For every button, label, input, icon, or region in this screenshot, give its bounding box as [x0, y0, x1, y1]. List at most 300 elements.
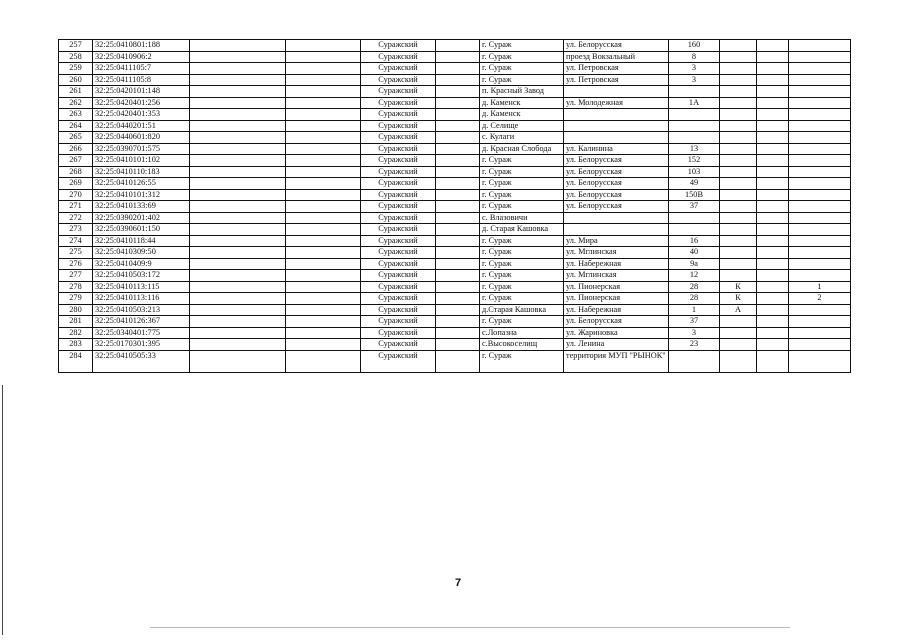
cell-lit: [720, 178, 757, 190]
cell-extra: [789, 178, 851, 190]
cell-street: ул. Белорусская: [564, 40, 669, 52]
cell-num: 281: [59, 316, 93, 328]
cell-extra: [789, 74, 851, 86]
cell-c4: [286, 166, 361, 178]
cell-c6: [436, 97, 480, 109]
cell-locality: г. Сураж: [480, 350, 564, 372]
cell-street: ул. Жариновка: [564, 327, 669, 339]
table-row: [59, 201, 851, 213]
cell-cadastral: 32:25:0420401:256: [93, 97, 190, 109]
cell-extra: [789, 339, 851, 351]
cell-c11: [757, 120, 789, 132]
cell-street: ул. Ленина: [564, 339, 669, 351]
cell-c3: [190, 97, 286, 109]
cell-c3: [190, 350, 286, 372]
cell-c4: [286, 247, 361, 259]
cell-c11: [757, 316, 789, 328]
cell-extra: [789, 327, 851, 339]
cell-num: 279: [59, 293, 93, 305]
cell-num: 277: [59, 270, 93, 282]
cell-num: 265: [59, 132, 93, 144]
cell-num: 274: [59, 235, 93, 247]
cell-district: Суражский: [361, 74, 436, 86]
cell-extra: [789, 120, 851, 132]
table-row: [59, 304, 851, 316]
cell-c4: [286, 201, 361, 213]
cell-c3: [190, 143, 286, 155]
cell-num: 271: [59, 201, 93, 213]
cell-c4: [286, 143, 361, 155]
cell-c6: [436, 132, 480, 144]
cell-c3: [190, 327, 286, 339]
cell-district: Суражский: [361, 120, 436, 132]
cell-street: ул. Белорусская: [564, 316, 669, 328]
cell-house: [669, 212, 720, 224]
cell-num: 269: [59, 178, 93, 190]
cell-district: Суражский: [361, 304, 436, 316]
cell-street: ул. Белорусская: [564, 178, 669, 190]
cell-street: ул. Белорусская: [564, 166, 669, 178]
cell-district: Суражский: [361, 235, 436, 247]
cell-lit: [720, 247, 757, 259]
table-row: [59, 109, 851, 121]
cell-house: 1: [669, 304, 720, 316]
cell-lit: [720, 201, 757, 213]
cell-c11: [757, 212, 789, 224]
table-row: [59, 189, 851, 201]
cell-c6: [436, 86, 480, 98]
cell-cadastral: 32:25:0410113:116: [93, 293, 190, 305]
table-row: [59, 120, 851, 132]
cell-street: проезд Вокзальный: [564, 51, 669, 63]
cell-extra: [789, 201, 851, 213]
cell-c4: [286, 258, 361, 270]
cell-locality: г. Сураж: [480, 235, 564, 247]
cell-street: ул. Петровская: [564, 74, 669, 86]
cell-district: Суражский: [361, 270, 436, 282]
cell-locality: д. Красная Слобода: [480, 143, 564, 155]
cell-lit: [720, 212, 757, 224]
cell-street: [564, 132, 669, 144]
cell-c6: [436, 189, 480, 201]
cell-street: ул. Пионерская: [564, 293, 669, 305]
cell-cadastral: 32:25:0410110:183: [93, 166, 190, 178]
cell-c11: [757, 40, 789, 52]
cell-num: 267: [59, 155, 93, 167]
cell-c4: [286, 74, 361, 86]
cell-c4: [286, 51, 361, 63]
cell-extra: 2: [789, 293, 851, 305]
cell-extra: 1: [789, 281, 851, 293]
cell-c4: [286, 97, 361, 109]
cell-district: Суражский: [361, 109, 436, 121]
cell-cadastral: 32:25:0390701:575: [93, 143, 190, 155]
cell-extra: [789, 109, 851, 121]
cell-lit: [720, 63, 757, 75]
cell-lit: [720, 189, 757, 201]
cell-c6: [436, 201, 480, 213]
cell-district: Суражский: [361, 40, 436, 52]
cell-extra: [789, 247, 851, 259]
cell-locality: д. Старая Кашовка: [480, 224, 564, 236]
cell-lit: [720, 270, 757, 282]
cell-extra: [789, 40, 851, 52]
cell-locality: г. Сураж: [480, 189, 564, 201]
cell-c11: [757, 51, 789, 63]
cell-num: 270: [59, 189, 93, 201]
table-row: [59, 63, 851, 75]
cell-street: ул. Молодежная: [564, 97, 669, 109]
cell-house: 3: [669, 327, 720, 339]
cell-num: 259: [59, 63, 93, 75]
cell-locality: с. Влазовичи: [480, 212, 564, 224]
cell-c4: [286, 178, 361, 190]
cell-c3: [190, 132, 286, 144]
cell-lit: [720, 327, 757, 339]
cell-c6: [436, 109, 480, 121]
cell-num: 258: [59, 51, 93, 63]
cell-c3: [190, 270, 286, 282]
cell-district: Суражский: [361, 258, 436, 270]
cell-house: 3: [669, 74, 720, 86]
cell-c11: [757, 235, 789, 247]
page-number: 7: [455, 577, 462, 589]
cell-c4: [286, 109, 361, 121]
table-row: [59, 132, 851, 144]
table-row: [59, 224, 851, 236]
cell-cadastral: 32:25:0420401:353: [93, 109, 190, 121]
cell-c11: [757, 132, 789, 144]
cell-locality: г. Сураж: [480, 51, 564, 63]
cell-c4: [286, 224, 361, 236]
cell-cadastral: 32:25:0410101:312: [93, 189, 190, 201]
cell-num: 284: [59, 350, 93, 372]
cell-c11: [757, 224, 789, 236]
cell-street: [564, 86, 669, 98]
cell-c6: [436, 74, 480, 86]
cell-house: [669, 132, 720, 144]
cell-district: Суражский: [361, 350, 436, 372]
cell-locality: д. Каменск: [480, 97, 564, 109]
cell-house: 3: [669, 63, 720, 75]
cell-locality: г. Сураж: [480, 247, 564, 259]
cell-c11: [757, 155, 789, 167]
cell-street: ул. Мглинская: [564, 247, 669, 259]
cell-c3: [190, 247, 286, 259]
cell-street: ул. Петровская: [564, 63, 669, 75]
cell-num: 261: [59, 86, 93, 98]
cell-street: [564, 109, 669, 121]
cell-district: Суражский: [361, 224, 436, 236]
cell-extra: [789, 86, 851, 98]
cell-extra: [789, 258, 851, 270]
cell-c4: [286, 189, 361, 201]
cell-district: Суражский: [361, 132, 436, 144]
cell-cadastral: 32:25:0410801:188: [93, 40, 190, 52]
cell-lit: [720, 109, 757, 121]
cell-c3: [190, 224, 286, 236]
cell-c11: [757, 247, 789, 259]
cell-num: 278: [59, 281, 93, 293]
cell-house: 37: [669, 201, 720, 213]
cell-cadastral: 32:25:0410133:69: [93, 201, 190, 213]
table-row: [59, 258, 851, 270]
cell-district: Суражский: [361, 339, 436, 351]
cell-locality: д. Каменск: [480, 109, 564, 121]
cell-locality: г. Сураж: [480, 74, 564, 86]
cell-c4: [286, 40, 361, 52]
cell-district: Суражский: [361, 212, 436, 224]
cell-num: 282: [59, 327, 93, 339]
cell-c3: [190, 235, 286, 247]
table-row: [59, 212, 851, 224]
cell-lit: [720, 155, 757, 167]
cell-num: 276: [59, 258, 93, 270]
cell-extra: [789, 224, 851, 236]
table-row: [59, 339, 851, 351]
cell-locality: г. Сураж: [480, 316, 564, 328]
cell-c3: [190, 178, 286, 190]
cell-lit: [720, 350, 757, 372]
cell-c6: [436, 178, 480, 190]
cell-lit: [720, 166, 757, 178]
cell-district: Суражский: [361, 281, 436, 293]
cell-lit: [720, 97, 757, 109]
cell-house: 1А: [669, 97, 720, 109]
cell-house: 150В: [669, 189, 720, 201]
cell-c11: [757, 281, 789, 293]
cell-c3: [190, 212, 286, 224]
cell-c3: [190, 304, 286, 316]
cell-house: 49: [669, 178, 720, 190]
cell-c4: [286, 281, 361, 293]
cell-district: Суражский: [361, 316, 436, 328]
cell-cadastral: 32:25:0410101:102: [93, 155, 190, 167]
cell-c6: [436, 316, 480, 328]
cell-c3: [190, 120, 286, 132]
cell-house: 13: [669, 143, 720, 155]
cell-district: Суражский: [361, 166, 436, 178]
cell-c11: [757, 327, 789, 339]
cell-c6: [436, 120, 480, 132]
cell-num: 273: [59, 224, 93, 236]
cell-house: 23: [669, 339, 720, 351]
cell-extra: [789, 51, 851, 63]
table-row: [59, 270, 851, 282]
cell-street: ул. Белорусская: [564, 189, 669, 201]
cell-c3: [190, 316, 286, 328]
cell-locality: г. Сураж: [480, 155, 564, 167]
cell-district: Суражский: [361, 178, 436, 190]
cell-c6: [436, 51, 480, 63]
cell-cadastral: 32:25:0410503:213: [93, 304, 190, 316]
cell-lit: [720, 120, 757, 132]
table-row: [59, 40, 851, 52]
cell-c11: [757, 189, 789, 201]
cell-num: 272: [59, 212, 93, 224]
cell-c4: [286, 316, 361, 328]
table-row: [59, 247, 851, 259]
cell-c6: [436, 212, 480, 224]
cell-house: 28: [669, 281, 720, 293]
cell-district: Суражский: [361, 97, 436, 109]
cell-c6: [436, 327, 480, 339]
cell-locality: г. Сураж: [480, 293, 564, 305]
cell-cadastral: 32:25:0410906:2: [93, 51, 190, 63]
cell-c4: [286, 132, 361, 144]
cell-cadastral: 32:25:0170301:395: [93, 339, 190, 351]
cell-num: 268: [59, 166, 93, 178]
cell-locality: д. Селище: [480, 120, 564, 132]
cell-c6: [436, 258, 480, 270]
cell-c3: [190, 293, 286, 305]
cell-c11: [757, 63, 789, 75]
cell-extra: [789, 189, 851, 201]
cell-c3: [190, 155, 286, 167]
registry-table-container: [58, 39, 851, 373]
cell-locality: г. Сураж: [480, 201, 564, 213]
cell-c4: [286, 235, 361, 247]
cell-c11: [757, 339, 789, 351]
cell-house: 152: [669, 155, 720, 167]
cell-cadastral: 32:25:0440201:51: [93, 120, 190, 132]
cell-c4: [286, 270, 361, 282]
cell-c11: [757, 86, 789, 98]
cell-extra: [789, 132, 851, 144]
cell-house: 8: [669, 51, 720, 63]
table-row: [59, 235, 851, 247]
cell-extra: [789, 304, 851, 316]
cell-extra: [789, 316, 851, 328]
cell-district: Суражский: [361, 189, 436, 201]
cell-num: 275: [59, 247, 93, 259]
cell-house: 16: [669, 235, 720, 247]
cell-street: ул. Мира: [564, 235, 669, 247]
cell-c4: [286, 212, 361, 224]
cell-c11: [757, 97, 789, 109]
cell-district: Суражский: [361, 86, 436, 98]
cell-lit: [720, 258, 757, 270]
cell-locality: с.Лопазна: [480, 327, 564, 339]
cell-lit: К: [720, 293, 757, 305]
table-row: [59, 316, 851, 328]
cell-locality: г. Сураж: [480, 40, 564, 52]
cell-c6: [436, 293, 480, 305]
cell-num: 257: [59, 40, 93, 52]
cell-district: Суражский: [361, 327, 436, 339]
cell-c4: [286, 304, 361, 316]
cell-c3: [190, 201, 286, 213]
cell-extra: [789, 350, 851, 372]
cell-c6: [436, 155, 480, 167]
cell-c11: [757, 201, 789, 213]
cell-locality: д.Старая Кашовка: [480, 304, 564, 316]
cell-district: Суражский: [361, 143, 436, 155]
cell-c6: [436, 166, 480, 178]
cell-lit: [720, 74, 757, 86]
cell-c6: [436, 281, 480, 293]
registry-table-body: [59, 40, 851, 373]
cell-c4: [286, 120, 361, 132]
cell-locality: с. Кулаги: [480, 132, 564, 144]
cell-locality: с.Высокоселищ: [480, 339, 564, 351]
cell-c11: [757, 350, 789, 372]
cell-c3: [190, 166, 286, 178]
cell-cadastral: 32:25:0410113:115: [93, 281, 190, 293]
cell-house: 103: [669, 166, 720, 178]
table-row: [59, 143, 851, 155]
cell-extra: [789, 212, 851, 224]
cell-c6: [436, 235, 480, 247]
cell-cadastral: 32:25:0410409:9: [93, 258, 190, 270]
cell-cadastral: 32:25:0411105:8: [93, 74, 190, 86]
cell-c3: [190, 74, 286, 86]
table-row: [59, 281, 851, 293]
cell-house: [669, 350, 720, 372]
cell-cadastral: 32:25:0340401:775: [93, 327, 190, 339]
cell-c3: [190, 189, 286, 201]
cell-cadastral: 32:25:0410126:367: [93, 316, 190, 328]
table-row: [59, 74, 851, 86]
registry-table: [58, 39, 851, 373]
cell-house: [669, 120, 720, 132]
cell-num: 283: [59, 339, 93, 351]
cell-lit: [720, 86, 757, 98]
cell-street: ул. Белорусская: [564, 201, 669, 213]
cell-c3: [190, 258, 286, 270]
cell-house: 160: [669, 40, 720, 52]
cell-street: [564, 120, 669, 132]
cell-c4: [286, 327, 361, 339]
cell-c6: [436, 40, 480, 52]
cell-lit: К: [720, 281, 757, 293]
cell-c3: [190, 339, 286, 351]
cell-district: Суражский: [361, 293, 436, 305]
cell-house: [669, 224, 720, 236]
cell-district: Суражский: [361, 51, 436, 63]
cell-c6: [436, 350, 480, 372]
cell-c11: [757, 270, 789, 282]
cell-num: 280: [59, 304, 93, 316]
table-row: [59, 51, 851, 63]
cell-c4: [286, 293, 361, 305]
table-row: [59, 178, 851, 190]
cell-district: Суражский: [361, 201, 436, 213]
cell-c4: [286, 350, 361, 372]
cell-c6: [436, 270, 480, 282]
cell-cadastral: 32:25:0410118:44: [93, 235, 190, 247]
cell-cadastral: 32:25:0410309:50: [93, 247, 190, 259]
cell-house: 9а: [669, 258, 720, 270]
table-row: [59, 86, 851, 98]
cell-cadastral: 32:25:0410505:33: [93, 350, 190, 372]
cell-cadastral: 32:25:0410126:55: [93, 178, 190, 190]
cell-c6: [436, 247, 480, 259]
cell-cadastral: 32:25:0420101:148: [93, 86, 190, 98]
cell-c11: [757, 74, 789, 86]
cell-extra: [789, 270, 851, 282]
cell-cadastral: 32:25:0390201:402: [93, 212, 190, 224]
cell-c11: [757, 166, 789, 178]
cell-cadastral: 32:25:0411105:7: [93, 63, 190, 75]
table-row: [59, 155, 851, 167]
cell-num: 262: [59, 97, 93, 109]
cell-c11: [757, 293, 789, 305]
cell-cadastral: 32:25:0390601:150: [93, 224, 190, 236]
cell-num: 260: [59, 74, 93, 86]
cell-c11: [757, 304, 789, 316]
scan-margin-line: [2, 385, 3, 635]
